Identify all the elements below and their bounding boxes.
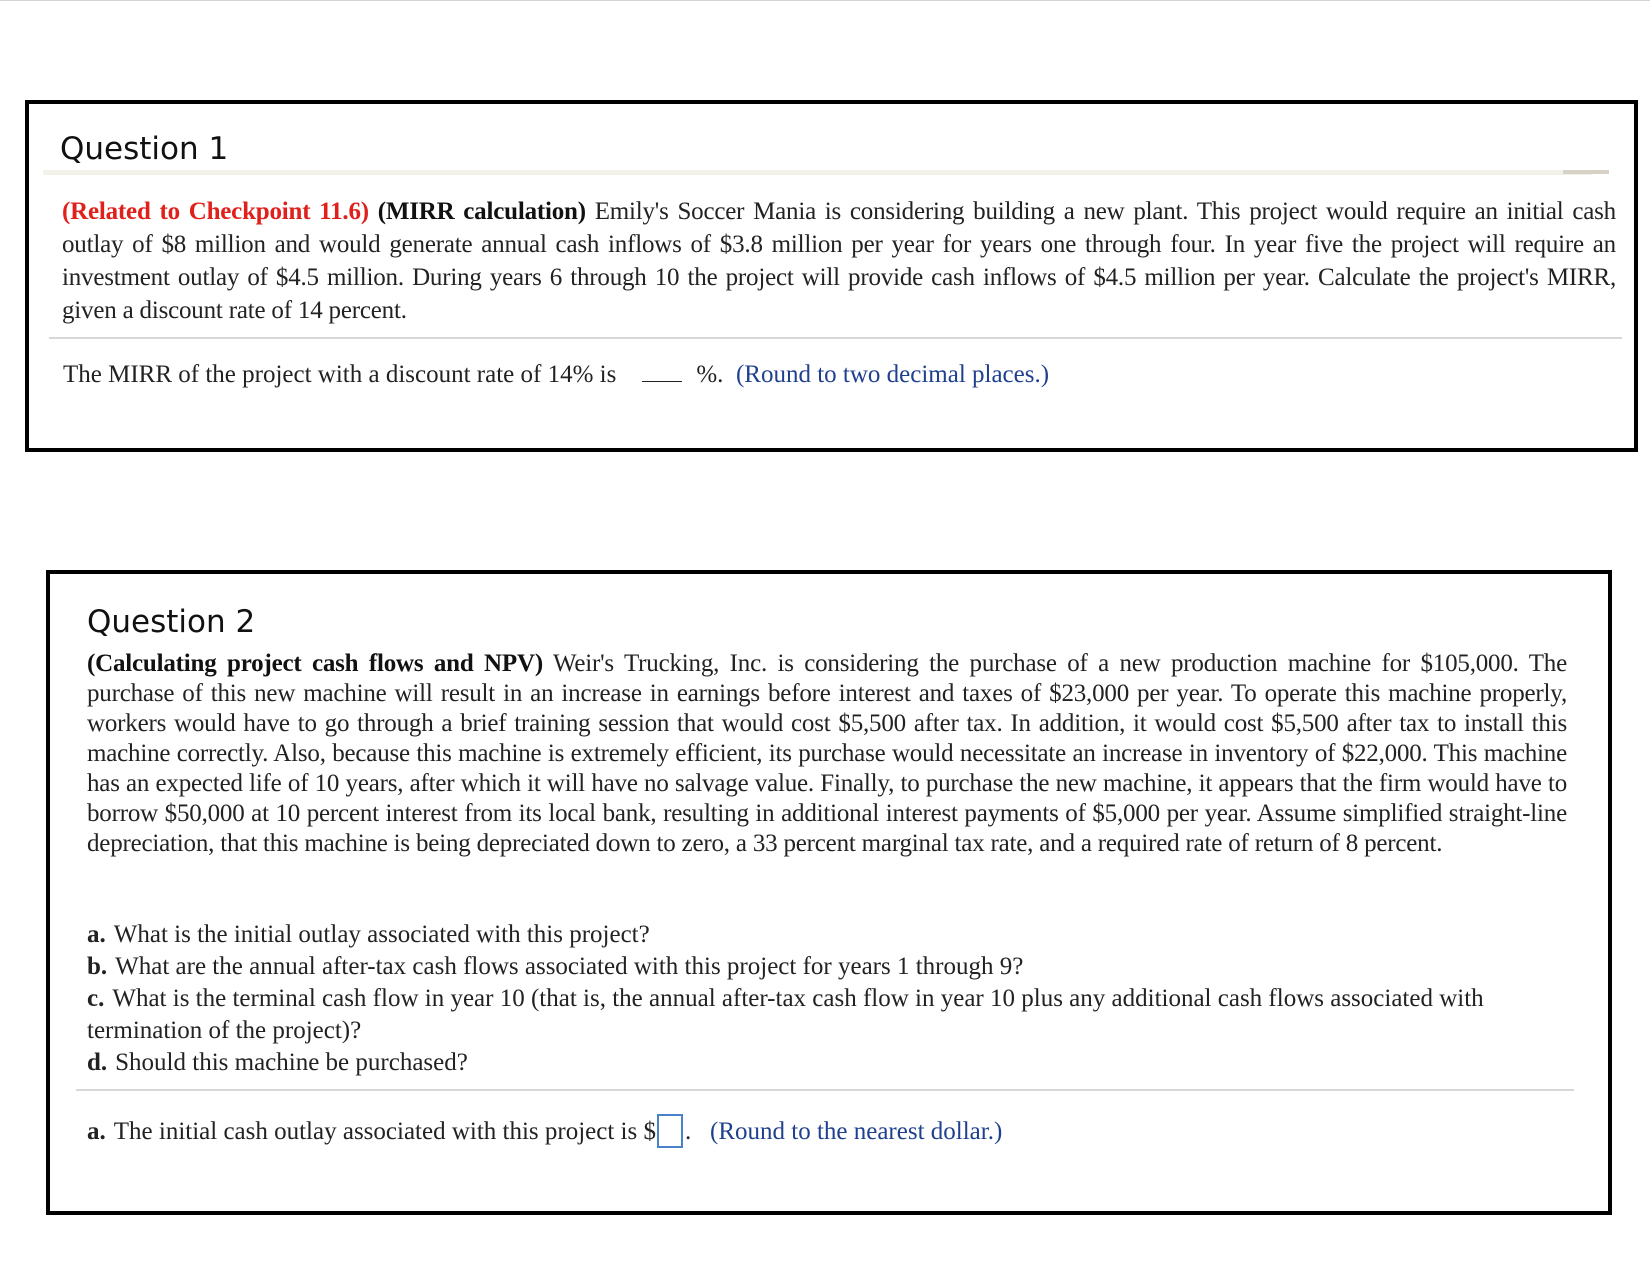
question-1-answer-prefix: The MIRR of the project with a discount rate of 14% is [63,361,617,388]
question-1-heading-rule-end [1563,170,1609,174]
question-2-topic: (Calculating project cash flows and NPV) [87,650,543,677]
question-2-heading: Question 2 [87,604,256,640]
question-1-panel [25,100,1638,452]
question-1-related-reference: (Related to Checkpoint 11.6) [62,198,369,225]
question-1-text: Emily's Soccer Mania is considering building a new plant. This project would require an initial cash outlay of $8 million and would generate annual cash inflows of $3.8 million per year for years one through four. In year five the project will require an investment outlay of $4.5 million. During years 6 through 10 the project will provide cash inflows of $4.5 million per year. Calculate the project's MIRR, given a discount rate of 14 percent. [62,198,1616,324]
sub-question-a-text: What is the initial outlay associated with this project? [113,921,650,948]
question-1-topic: (MIRR calculation) [377,198,586,225]
question-2-rounding-hint: (Round to the nearest dollar.) [710,1118,1003,1145]
question-1-heading: Question 1 [60,131,229,167]
sub-question-b-text: What are the annual after-tax cash flows associated with this project for years 1 through 9? [115,953,1024,980]
sub-question-c-text: What is the terminal cash flow in year 10 (that is, the annual after-tax cash flow in year 10 plus any additional cash flows associated with termination of the project)? [87,985,1484,1044]
sub-question-b-letter: b. [87,953,108,980]
question-2-answer-letter: a. [87,1118,106,1145]
sub-question-a-letter: a. [87,921,106,948]
sub-question-a [87,919,1567,951]
question-2-answer-line [87,1114,1002,1148]
question-1-answer-suffix: %. [696,361,724,388]
sub-question-d [87,1047,1567,1079]
question-1-answer-line [63,359,1049,391]
question-2-panel [46,570,1612,1215]
page-top-rule [0,0,1650,1]
question-2-divider [76,1089,1574,1091]
question-2-text: Weir's Trucking, Inc. is considering the purchase of a new production machine for $105,000. The purchase of this new machine will result in an increase in earnings before interest and taxes of $23,000 per year. To operate this machine properly, workers would have to go through a brief training session that would cost $5,500 after tax. In addition, it would cost $5,500 after tax to install this machine correctly. Also, because this machine is extremely efficient, its purchase would necessitate an increase in inventory of $22,000. This machine has an expected life of 10 years, after which it will have no salvage value. Finally, to purchase the new machine, it appears that the firm would have to borrow $50,000 at 10 percent interest from its local bank, resulting in additional interest payments of $5,000 per year. Assume simplified straight-line depreciation, that this machine is being depreciated down to zero, a 33 percent marginal tax rate, and a required rate of return of 8 percent. [87,650,1567,857]
initial-outlay-input[interactable] [657,1114,683,1148]
mirr-answer-blank[interactable] [642,363,682,382]
question-1-body [62,195,1616,327]
question-1-divider [49,337,1622,339]
question-1-heading-rule [43,170,1593,175]
question-2-body [87,649,1567,859]
sub-question-b [87,951,1567,983]
question-2-answer-suffix: . [685,1118,692,1145]
sub-question-c [87,983,1567,1047]
question-2-sub-questions [87,919,1567,1079]
sub-question-c-letter: c. [87,985,105,1012]
question-2-answer-prefix: The initial cash outlay associated with this project is $ [113,1118,656,1145]
sub-question-d-text: Should this machine be purchased? [115,1049,468,1076]
question-1-rounding-hint: (Round to two decimal places.) [735,361,1050,388]
sub-question-d-letter: d. [87,1049,108,1076]
